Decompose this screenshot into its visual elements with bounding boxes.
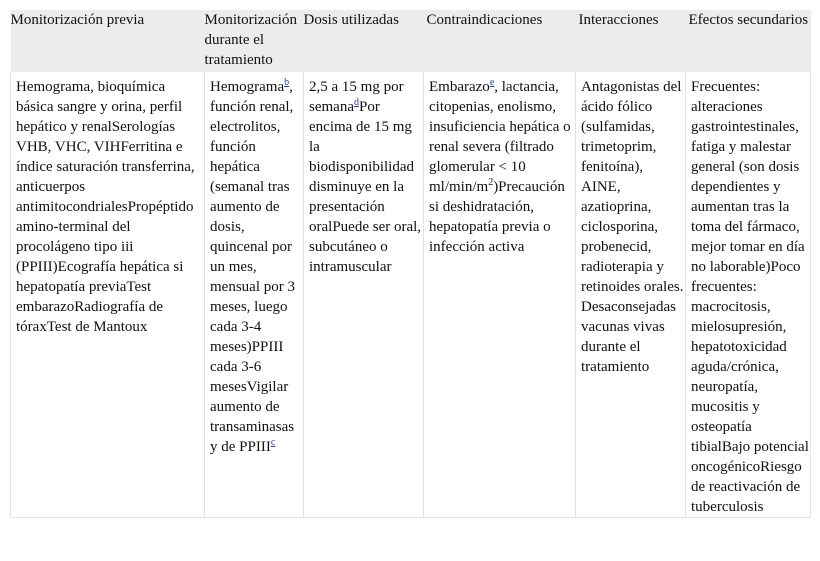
superscript-2: 2 bbox=[488, 177, 494, 188]
header-monitorizacion-durante: Monitorización durante el tratamiento bbox=[205, 10, 304, 72]
methotrexate-monitoring-table bbox=[10, 10, 811, 518]
cell-contraindicaciones bbox=[424, 72, 576, 518]
header-contraindicaciones: Contraindicaciones bbox=[424, 10, 576, 72]
header-dosis: Dosis utilizadas bbox=[304, 10, 424, 72]
footnote-link-c[interactable]: c bbox=[270, 437, 276, 448]
cell-monitorizacion-previa: Hemograma, bioquímica básica sangre y orina, perfil hepático y renalSerologías VHB, VHC, VIHFerritina e índice saturación transferrina, anticuerpos antimitocondrialesPropéptido amino-terminal del procolágeno tipo iii (PPIII)Ecografía hepática si hepatopatía previaTest embarazoRadiografía de tóraxTest de Mantoux bbox=[11, 72, 205, 518]
cell-efectos-secundarios: Frecuentes: alteraciones gastrointestinales, fatiga y malestar general (son dosis dependientes y aumentan tras la toma del fármaco, mejor tomar en día no laborable)Poco frecuentes: macrocitosis, mielosupresión, hepatotoxicidad aguda/crónica, neuropatía, mucositis y osteopatía tibialBajo potencial oncogénicoRiesgo de reactivación de tuberculosis bbox=[686, 72, 811, 518]
text-part: 2,5 a 15 mg por semana bbox=[309, 79, 404, 115]
header-monitorizacion-previa: Monitorización previa bbox=[11, 10, 205, 72]
text-part: Por encima de 15 mg la biodisponibilidad disminuye en la presentación oralPuede ser oral, subcutáneo o intramuscular bbox=[309, 99, 422, 275]
cell-interacciones: Antagonistas del ácido fólico (sulfamidas, trimetoprim, fenitoína), AINE, azatioprina, ciclosporina, probenecid, radioterapia y retinoides orales. Desaconsejadas vacunas vivas durante el tratamiento bbox=[576, 72, 686, 518]
text-part: Hemograma bbox=[210, 79, 285, 95]
header-interacciones: Interacciones bbox=[576, 10, 686, 72]
footnote-link-b[interactable]: b bbox=[284, 77, 290, 88]
text-part: )Precaución si deshidratación, hepatopatía previa o infección activa bbox=[429, 179, 565, 255]
table-header bbox=[11, 10, 811, 72]
footnote-ref bbox=[271, 437, 275, 448]
cell-monitorizacion-durante bbox=[205, 72, 304, 518]
cell-dosis bbox=[304, 72, 424, 518]
footnote-link-e[interactable]: e bbox=[489, 77, 495, 88]
footnote-link-d[interactable]: d bbox=[353, 97, 359, 108]
text-part: , función renal, electrolitos, función hepática (semanal tras aumento de dosis, quincenal por un mes, mensual por 3 meses, luego cada 3-4 meses)PPIII cada 3-6 mesesVigilar aumento de transaminasas y de PPIII bbox=[210, 79, 295, 455]
header-efectos-secundarios: Efectos secundarios bbox=[686, 10, 811, 72]
table-body bbox=[11, 72, 811, 518]
header-row bbox=[11, 10, 811, 72]
text-part: Embarazo bbox=[429, 79, 490, 95]
table-row bbox=[11, 72, 811, 518]
text-part: , lactancia, citopenias, enolismo, insuficiencia hepática o renal severa (filtrado glomerular < 10 ml/min/m bbox=[429, 79, 571, 195]
